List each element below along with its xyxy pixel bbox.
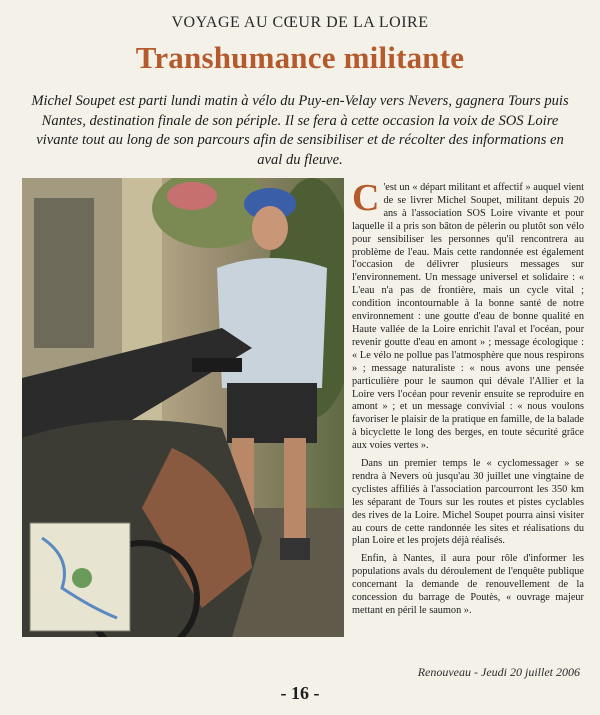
page-number: - 16 - xyxy=(280,683,320,703)
shoe xyxy=(280,538,310,560)
face xyxy=(252,206,288,250)
flowers xyxy=(167,182,217,210)
publication-line: Renouveau - Jeudi 20 juillet 2006 xyxy=(417,665,580,679)
cyclist-photo-illustration xyxy=(22,178,344,637)
lead-text: Michel Soupet est parti lundi matin à vélo du Puy-en-Velay vers Nevers, gagnera Tours puis Nantes, destination finale de son périple. Il se fera à cette occasion la voix de SOS Loire vivante tout au long de son parcours afin de sensibiliser et de récolter des informations en aval du fleuve. xyxy=(31,93,569,168)
kicker: VOYAGE AU CŒUR DE LA LOIRE xyxy=(171,14,429,31)
article-paragraph: Enfin, à Nantes, il aura pour rôle d'informer les populations avals du déroulement de l'enquête publique concernant la demande de renouvellement de la concession du barrage de Poutès, « ouvrage majeur mettant en péril le saumon ». xyxy=(352,553,584,616)
map-marker xyxy=(72,568,92,588)
right-leg xyxy=(284,438,306,548)
article-body xyxy=(352,177,584,623)
dropcap: C xyxy=(352,177,380,219)
article-paragraph-text: 'est un « départ militant et affectif » auquel vient de se livrer Michel Soupet, militant depuis 20 ans à l'association SOS Loire vivante et pour laquelle il a pris son bâton de pèlerin ou plutôt son vélo pour sensibiliser les personnes qu'il rencontrera au problème de l'eau. Mais cette randonnée est également l'occasion de délivrer plusieurs messages sur l'environnement. Un message universel et solidaire : « L'eau n'a pas de frontière, mais un cycle vital ; condition incontournable à la bonne santé de notre environnement : une goutte d'eau de bonne qualité en Haute vallée de la Loire enrichit l'aval et l'océan, pour revenir goutte d'eau en amont » ; message écologique : « Le vélo ne pollue pas l'atmosphère que nous respirons » ; message naturaliste : « nous avons une pensée particulière pour le saumon qui dévale l'Allier et la Loire vers l'océan pour revenir ensuite se reproduire en amont » ; et un message convivial : « nous voulons favoriser le plaisir de la pratique en famille, de la balade à bicyclette le long des berges, en toute sécurité grâce aux voies vertes ». xyxy=(352,182,584,452)
lead-paragraph xyxy=(22,92,578,170)
headline: Transhumance militante xyxy=(135,40,465,75)
article-paragraph: Dans un premier temps le « cyclomessager » se rendra à Nevers où jusqu'au 30 juillet une vingtaine de cyclistes affiliés à l'association parcourront les 350 km les séparant de Tours sur les routes et pistes cyclables des rives de la Loire. Michel Soupet pourra ainsi visiter au cours de cette randonnée les sites et réalisations du plan Loire et les projets déjà réalisés. xyxy=(352,458,584,547)
shorts xyxy=(227,383,317,443)
article-paragraph xyxy=(352,177,584,453)
window xyxy=(34,198,94,348)
cyclist-photo xyxy=(22,178,344,637)
handlebar xyxy=(192,358,242,372)
